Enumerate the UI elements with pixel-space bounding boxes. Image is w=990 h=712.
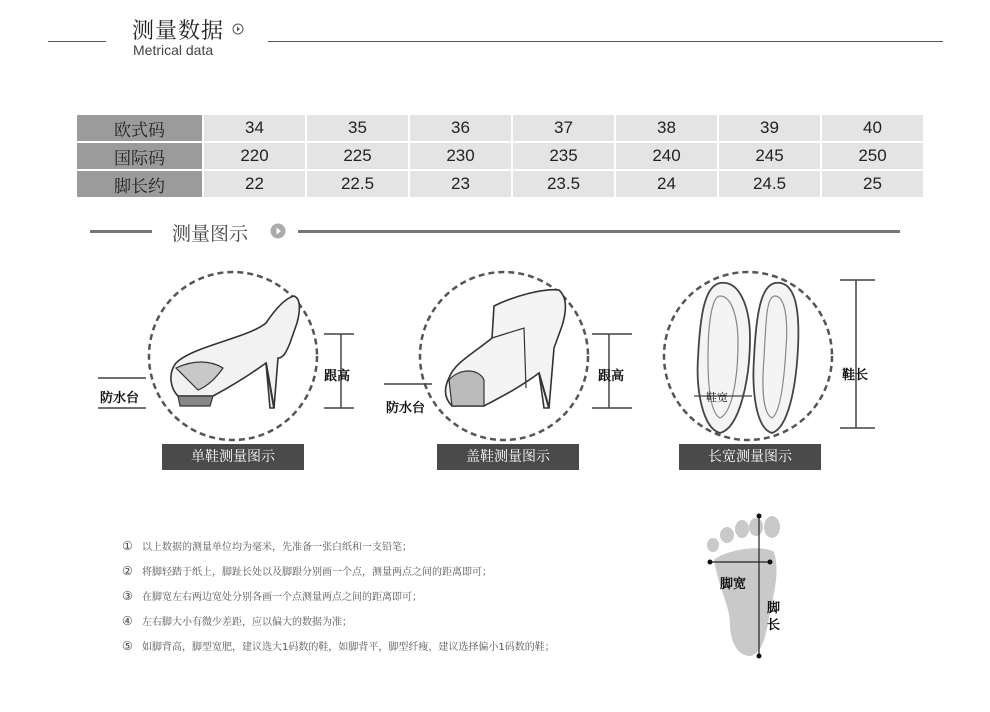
- row-header: 国际码: [77, 143, 202, 169]
- section-title: 测量图示: [172, 223, 249, 245]
- list-item: [122, 538, 412, 553]
- page-title: 测量数据: [132, 19, 225, 44]
- table-cell: 24: [616, 171, 717, 197]
- heel-height-label: 跟高: [598, 369, 625, 384]
- platform-label: 防水台: [100, 391, 140, 406]
- shoe-length-label: 鞋长: [842, 368, 869, 383]
- table-cell: 245: [719, 143, 820, 169]
- table-cell: 37: [513, 115, 614, 141]
- foot-width-label: 脚宽: [720, 577, 747, 592]
- table-cell: 39: [719, 115, 820, 141]
- table-cell: 38: [616, 115, 717, 141]
- table-cell: 230: [410, 143, 511, 169]
- table-cell: 36: [410, 115, 511, 141]
- table-cell: 250: [822, 143, 923, 169]
- table-cell: 22: [204, 171, 305, 197]
- foot-length-label: 脚: [767, 601, 781, 616]
- length-width-caption: 长宽测量图示: [679, 444, 821, 470]
- row-header: 欧式码: [77, 115, 202, 141]
- platform-label: 防水台: [386, 401, 426, 416]
- header-divider-left: [48, 41, 106, 42]
- single-shoe-caption: 单鞋测量图示: [162, 444, 304, 470]
- table-cell: 23: [410, 171, 511, 197]
- circle-arrow-icon: [232, 23, 244, 35]
- note-text: 如脚背高，脚型宽肥，建议选大1码数的鞋，如脚背平，脚型纤瘦，建议选择偏小1码数的鞋；: [142, 642, 555, 653]
- note-number: ④: [122, 613, 133, 628]
- table-cell: 240: [616, 143, 717, 169]
- note-number: ②: [122, 563, 133, 578]
- list-item: [122, 613, 352, 628]
- table-cell: 23.5: [513, 171, 614, 197]
- size-table: [75, 113, 925, 199]
- heel-height-label: 跟高: [324, 369, 351, 384]
- shoe-width-label: 鞋宽: [706, 391, 728, 404]
- note-text: 左右脚大小有微少差距，应以偏大的数据为准；: [142, 617, 352, 628]
- table-cell: 34: [204, 115, 305, 141]
- table-cell: 24.5: [719, 171, 820, 197]
- foot-length-label: 长: [767, 618, 781, 633]
- ankle-boot-illustration: [384, 268, 649, 448]
- page-subtitle: Metrical data: [133, 42, 214, 58]
- table-cell: 225: [307, 143, 408, 169]
- row-header: 脚长约: [77, 171, 202, 197]
- table-row: [77, 115, 923, 141]
- high-heel-shoe-illustration: [98, 268, 363, 448]
- list-item: [122, 588, 422, 603]
- section-divider-left: [90, 230, 152, 233]
- table-cell: 40: [822, 115, 923, 141]
- table-cell: 25: [822, 171, 923, 197]
- header-divider-right: [268, 41, 943, 42]
- note-text: 将脚轻踏于纸上，脚趾长处以及脚跟分别画一个点，测量两点之间的距离即可；: [142, 567, 492, 578]
- shoe-length-width-illustration: [660, 268, 890, 448]
- note-number: ③: [122, 588, 133, 603]
- table-cell: 22.5: [307, 171, 408, 197]
- section-divider-right: [298, 230, 900, 233]
- list-item: [122, 563, 492, 578]
- ankle-boot-caption: 盖鞋测量图示: [437, 444, 579, 470]
- table-cell: 35: [307, 115, 408, 141]
- note-text: 以上数据的测量单位均为毫米，先准备一张白纸和一支铅笔；: [142, 542, 412, 553]
- table-row: [77, 143, 923, 169]
- table-cell: 220: [204, 143, 305, 169]
- table-cell: 235: [513, 143, 614, 169]
- note-number: ①: [122, 538, 133, 553]
- note-text: 在脚宽左右两边宽处分别各画一个点测量两点之间的距离即可；: [142, 592, 422, 603]
- note-number: ⑤: [122, 638, 133, 653]
- table-row: [77, 171, 923, 197]
- list-item: [122, 638, 555, 653]
- circle-arrow-icon: [270, 223, 286, 239]
